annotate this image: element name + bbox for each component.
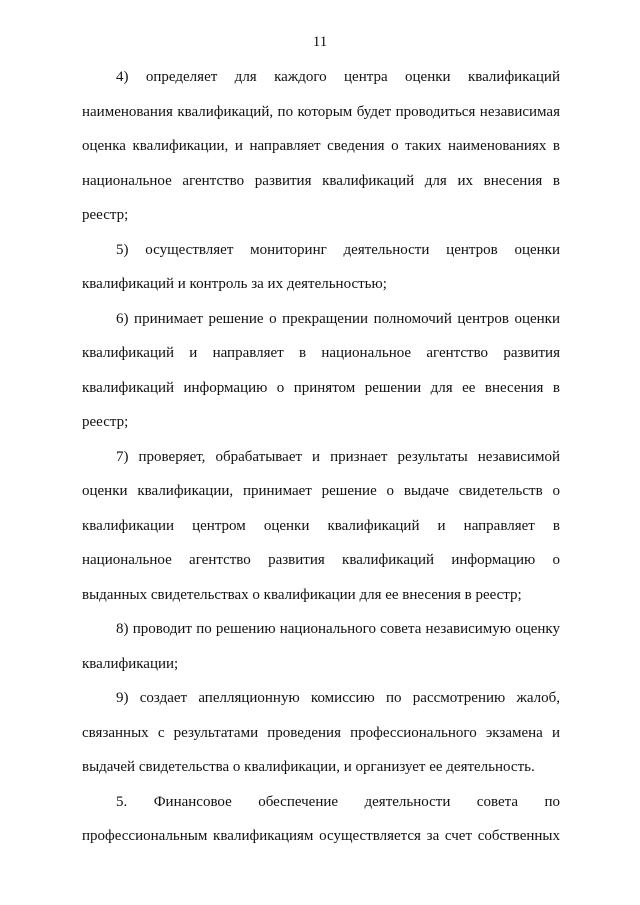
- paragraph-section-5: 5. Финансовое обеспечение деятельности совета по профессиональным квалификациям осуществляется за счет собственных: [82, 793, 560, 844]
- document-body: [82, 60, 560, 854]
- paragraph-item-7: 7) проверяет, обрабатывает и признает результаты независимой оценки квалификации, принимает решение о выдаче свидетельств о квалификации центром оценки квалификаций и направляет в национальное агентство развития квалификаций информацию о выданных свидетельствах о квалификации для ее внесения в реестр;: [82, 448, 560, 603]
- paragraph-item-4: 4) определяет для каждого центра оценки квалификаций наименования квалификаций, по которым будет проводиться независимая оценка квалификации, и направляет сведения о таких наименованиях в национальное агентство развития квалификаций для их внесения в реестр;: [82, 69, 560, 223]
- paragraph-item-5: 5) осуществляет мониторинг деятельности центров оценки квалификаций и контроль за их деятельностью;: [82, 241, 560, 292]
- paragraph-item-6: 6) принимает решение о прекращении полномочий центров оценки квалификаций и направляет в национальное агентство развития квалификаций информацию о принятом решении для ее внесения в реестр;: [82, 310, 560, 430]
- paragraph-item-8: 8) проводит по решению национального совета независимую оценку квалификации;: [82, 621, 560, 672]
- paragraph-item-9: 9) создает апелляционную комиссию по рассмотрению жалоб, связанных с результатами проведения профессионального экзамена и выдачей свидетельства о квалификации, и организует ее деятельность.: [82, 690, 560, 775]
- page-number: 11: [312, 34, 328, 50]
